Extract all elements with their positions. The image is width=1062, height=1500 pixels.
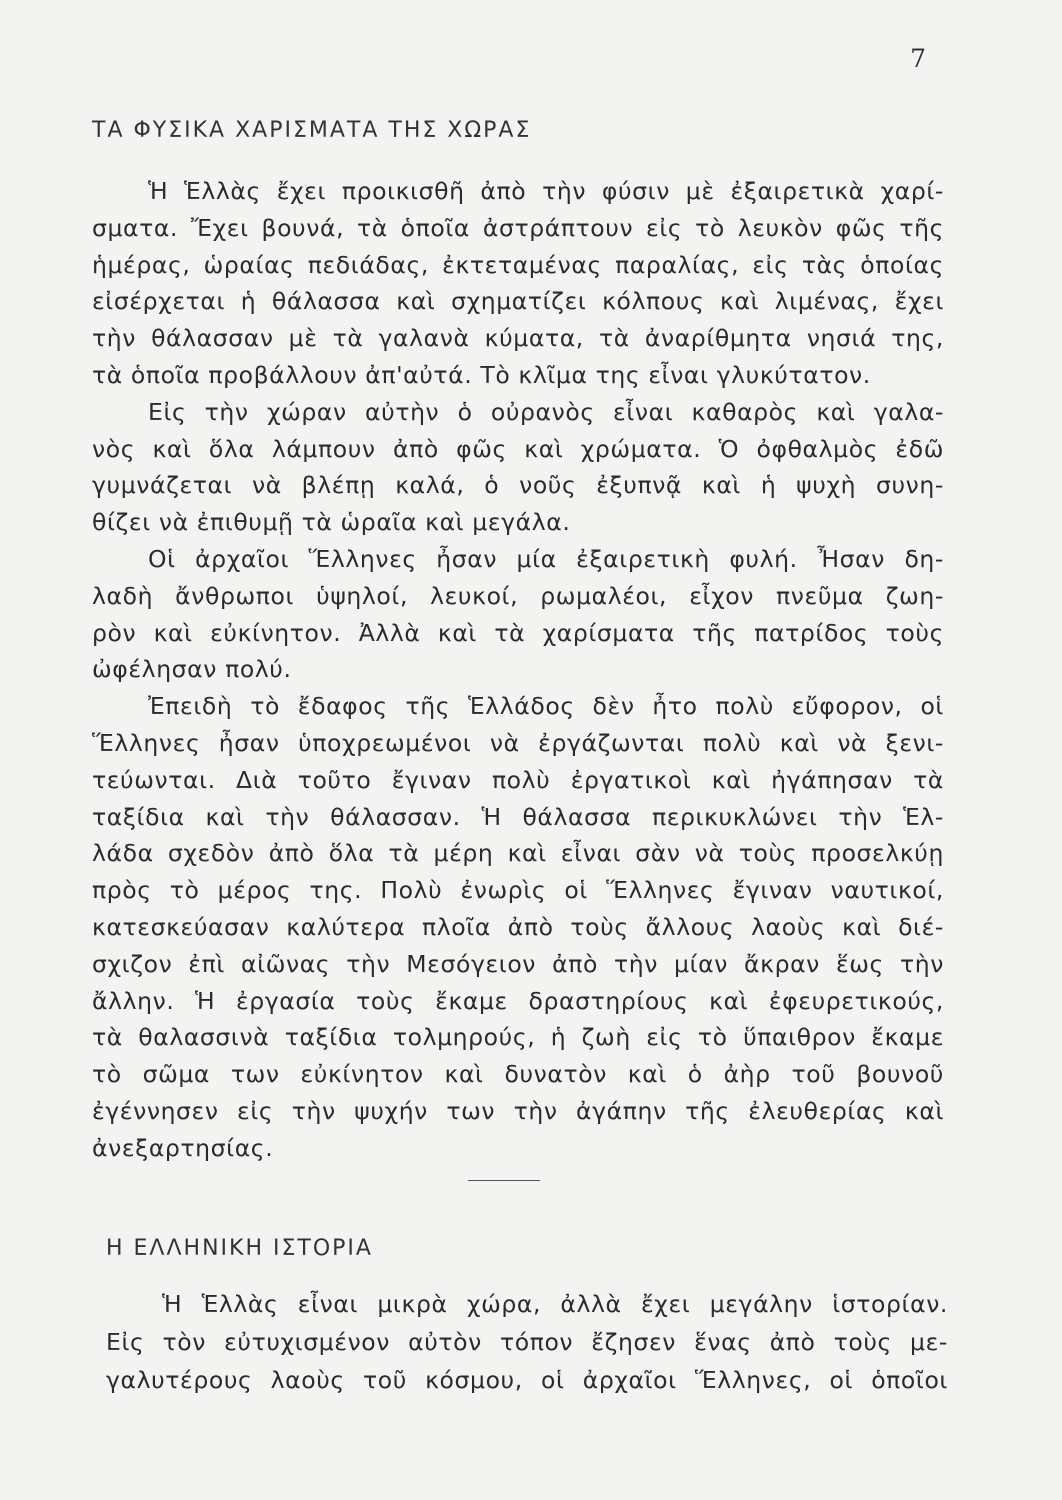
section-heading-greek-history: Η ΕΛΛΗΝΙΚΗ ΙΣΤΟΡΙΑ: [106, 1236, 373, 1261]
text-line: ταξίδια καὶ τὴν θάλασσαν. Ἡ θάλασσα περικυκλώνει τὴν Ἑλ-: [92, 802, 944, 831]
text-line: κατεσκεύασαν καλύτερα πλοῖα ἀπὸ τοὺς ἄλλους λαοὺς καὶ διέ-: [92, 912, 944, 941]
text-line: ἐγέννησεν εἰς τὴν ψυχήν των τὴν ἀγάπην τῆς ἐλευθερίας καὶ: [92, 1096, 944, 1125]
text-line: τὰ ὁποῖα προβάλλουν ἀπ'αὐτά. Τὸ κλῖμα της εἶναι γλυκύτατον.: [92, 360, 871, 389]
text-line: ἄλλην. Ἡ ἐργασία τοὺς ἔκαμε δραστηρίους καὶ ἐφευρετικούς,: [92, 986, 944, 1015]
text-line: σχιζον ἐπὶ αἰῶνας τὴν Μεσόγειον ἀπὸ τὴν μίαν ἄκραν ἕως τὴν: [92, 949, 944, 978]
text-line: Εἰς τὴν χώραν αὐτὴν ὁ οὐρανὸς εἶναι καθαρὸς καὶ γαλα-: [148, 397, 944, 426]
section-body-natural-gifts: [92, 173, 944, 1167]
text-line: γαλυτέρους λαοὺς τοῦ κόσμου, οἱ ἀρχαῖοι Ἕλληνες, οἱ ὁποῖοι: [106, 1366, 948, 1394]
section-body-greek-history: [106, 1285, 948, 1399]
text-line: τεύωνται. Διὰ τοῦτο ἔγιναν πολὺ ἐργατικοὶ καὶ ἠγάπησαν τὰ: [92, 765, 944, 794]
text-line: Ἕλληνες ἦσαν ὑποχρεωμένοι νὰ ἐργάζωνται πολὺ καὶ νὰ ξενι-: [92, 728, 944, 757]
text-line: λάδα σχεδὸν ἀπὸ ὅλα τὰ μέρη καὶ εἶναι σὰν νὰ τοὺς προσελκύῃ: [92, 839, 944, 868]
text-line: ρὸν καὶ εὐκίνητον. Ἀλλὰ καὶ τὰ χαρίσματα τῆς πατρίδος τοὺς: [92, 618, 944, 647]
text-line: λαδὴ ἄνθρωποι ὑψηλοί, λευκοί, ρωμαλέοι, εἶχον πνεῦμα ζωη-: [92, 581, 944, 610]
text-line: τὸ σῶμα των εὐκίνητον καὶ δυνατὸν καὶ ὁ ἀὴρ τοῦ βουνοῦ: [92, 1060, 944, 1089]
text-line: τὰ θαλασσινὰ ταξίδια τολμηρούς, ἡ ζωὴ εἰς τὸ ὕπαιθρον ἔκαμε: [92, 1023, 944, 1052]
text-line: ἀνεξαρτησίας.: [92, 1133, 274, 1162]
text-line: Ἡ Ἑλλὰς εἶναι μικρὰ χώρα, ἀλλὰ ἔχει μεγάλην ἱστορίαν.: [162, 1290, 948, 1318]
page-number: 7: [910, 44, 926, 73]
text-line: ὠφέλησαν πολύ.: [92, 655, 292, 684]
text-line: θίζει νὰ ἐπιθυμῇ τὰ ὡραῖα καὶ μεγάλα.: [92, 508, 571, 537]
text-line: Ἡ Ἑλλὰς ἔχει προικισθῆ ἀπὸ τὴν φύσιν μὲ ἐξαιρετικὰ χαρί-: [148, 177, 944, 205]
text-line: Εἰς τὸν εὐτυχισμένον αὐτὸν τόπον ἔζησεν ἕνας ἀπὸ τοὺς με-: [106, 1328, 948, 1356]
text-line: γυμνάζεται νὰ βλέπῃ καλά, ὁ νοῦς ἐξυπνᾷ καὶ ἡ ψυχὴ συνη-: [92, 471, 944, 500]
text-line: εἰσέρχεται ἡ θάλασσα καὶ σχηματίζει κόλπους καὶ λιμένας, ἔχει: [92, 287, 944, 316]
text-line: πρὸς τὸ μέρος της. Πολὺ ἐνωρὶς οἱ Ἕλληνες ἔγιναν ναυτικοί,: [92, 876, 944, 905]
text-line: ἡμέρας, ὡραίας πεδιάδας, ἐκτεταμένας παραλίας, εἰς τὰς ὁποίας: [92, 250, 944, 279]
text-line: σματα. Ἔχει βουνά, τὰ ὁποῖα ἀστράπτουν εἰς τὸ λευκὸν φῶς τῆς: [92, 213, 944, 242]
section-divider: [468, 1180, 540, 1181]
text-line: Οἱ ἀρχαῖοι Ἕλληνες ἦσαν μία ἐξαιρετικὴ φυλή. Ἦσαν δη-: [148, 544, 944, 573]
section-heading-natural-gifts: ΤΑ ΦΥΣΙΚΑ ΧΑΡΙΣΜΑΤΑ ΤΗΣ ΧΩΡΑΣ: [92, 118, 532, 143]
text-line: νὸς καὶ ὅλα λάμπουν ἀπὸ φῶς καὶ χρώματα. Ὁ ὀφθαλμὸς ἐδῶ: [92, 434, 944, 463]
text-line: τὴν θάλασσαν μὲ τὰ γαλανὰ κύματα, τὰ ἀναρίθμητα νησιά της,: [92, 324, 944, 353]
text-line: Ἐπειδὴ τὸ ἔδαφος τῆς Ἑλλάδος δὲν ἦτο πολὺ εὔφορον, οἱ: [148, 692, 944, 721]
